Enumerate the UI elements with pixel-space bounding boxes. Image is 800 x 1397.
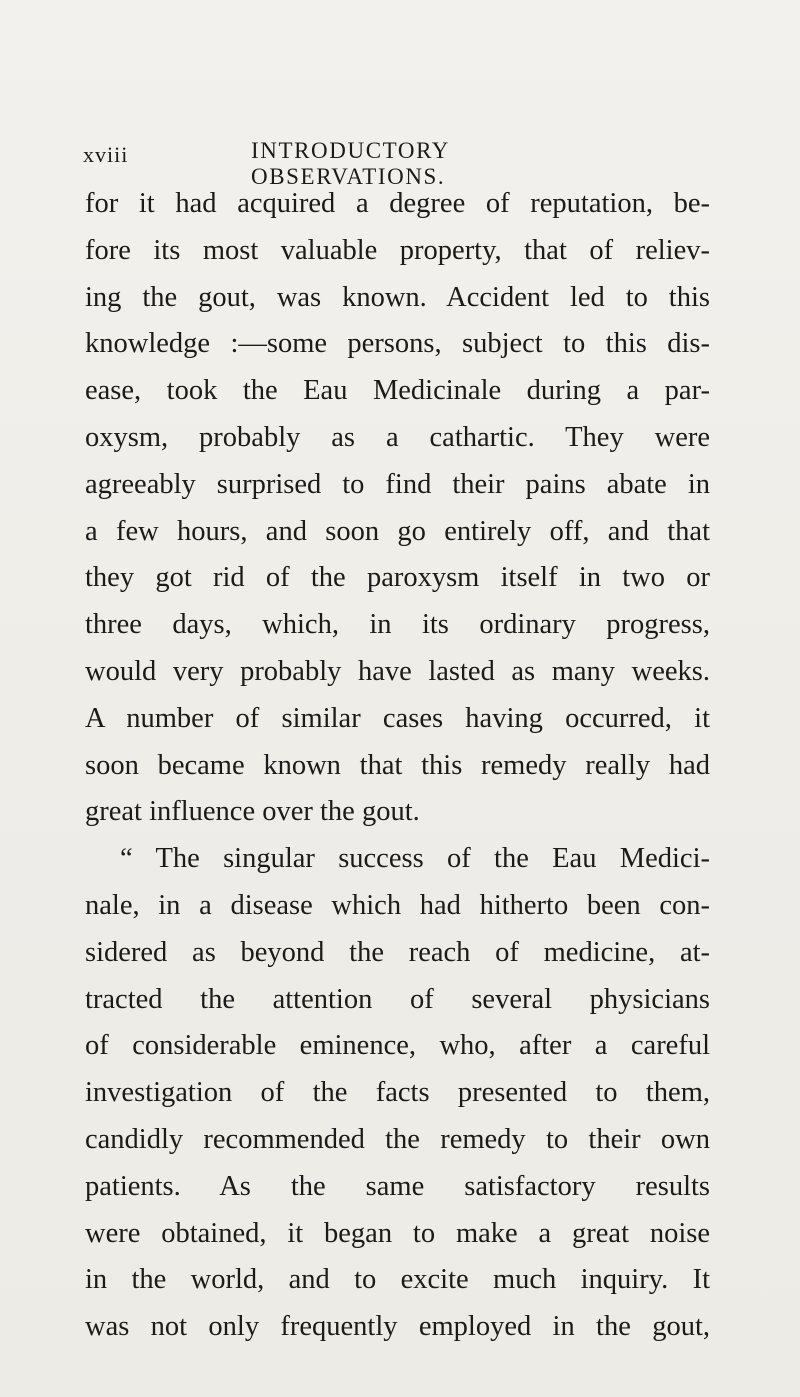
text-line: fore its most valuable property, that of reliev- — [85, 234, 710, 266]
running-head — [83, 138, 643, 189]
paragraph-end-line: great influence over the gout. — [85, 796, 420, 828]
text-line: ease, took the Eau Medicinale during a par- — [85, 375, 710, 407]
text-line: oxysm, probably as a cathartic. They were — [85, 421, 710, 453]
running-title: INTRODUCTORY OBSERVATIONS. — [251, 138, 450, 189]
text-line: investigation of the facts presented to them, — [85, 1077, 710, 1109]
text-line: ing the gout, was known. Accident led to this — [85, 281, 710, 313]
text-line: soon became known that this remedy really had — [85, 749, 710, 781]
text-line: would very probably have lasted as many weeks. — [85, 655, 710, 687]
text-line: A number of similar cases having occurred, it — [85, 702, 710, 734]
text-line: was not only frequently employed in the gout, — [85, 1311, 710, 1343]
text-line: a few hours, and soon go entirely off, and that — [85, 515, 710, 547]
text-line: three days, which, in its ordinary progress, — [85, 609, 710, 641]
text-line: for it had acquired a degree of reputation, be- — [85, 188, 710, 219]
text-line: in the world, and to excite much inquiry. It — [85, 1264, 710, 1296]
text-line: of considerable eminence, who, after a careful — [85, 1030, 710, 1062]
text-line: agreeably surprised to find their pains abate in — [85, 468, 710, 500]
text-line: patients. As the same satisfactory results — [85, 1170, 710, 1202]
text-line: they got rid of the paroxysm itself in two or — [85, 562, 710, 594]
text-line: were obtained, it began to make a great noise — [85, 1217, 710, 1249]
text-line: candidly recommended the remedy to their own — [85, 1123, 710, 1155]
body-text — [85, 181, 710, 1351]
text-line: nale, in a disease which had hitherto been con- — [85, 889, 710, 921]
text-line: tracted the attention of several physicians — [85, 983, 710, 1015]
paragraph-start-line: “ The singular success of the Eau Medici- — [120, 843, 710, 875]
page-number: xviii — [83, 142, 129, 167]
text-line: knowledge :—some persons, subject to this dis- — [85, 328, 710, 360]
text-line: sidered as beyond the reach of medicine, at- — [85, 936, 710, 968]
